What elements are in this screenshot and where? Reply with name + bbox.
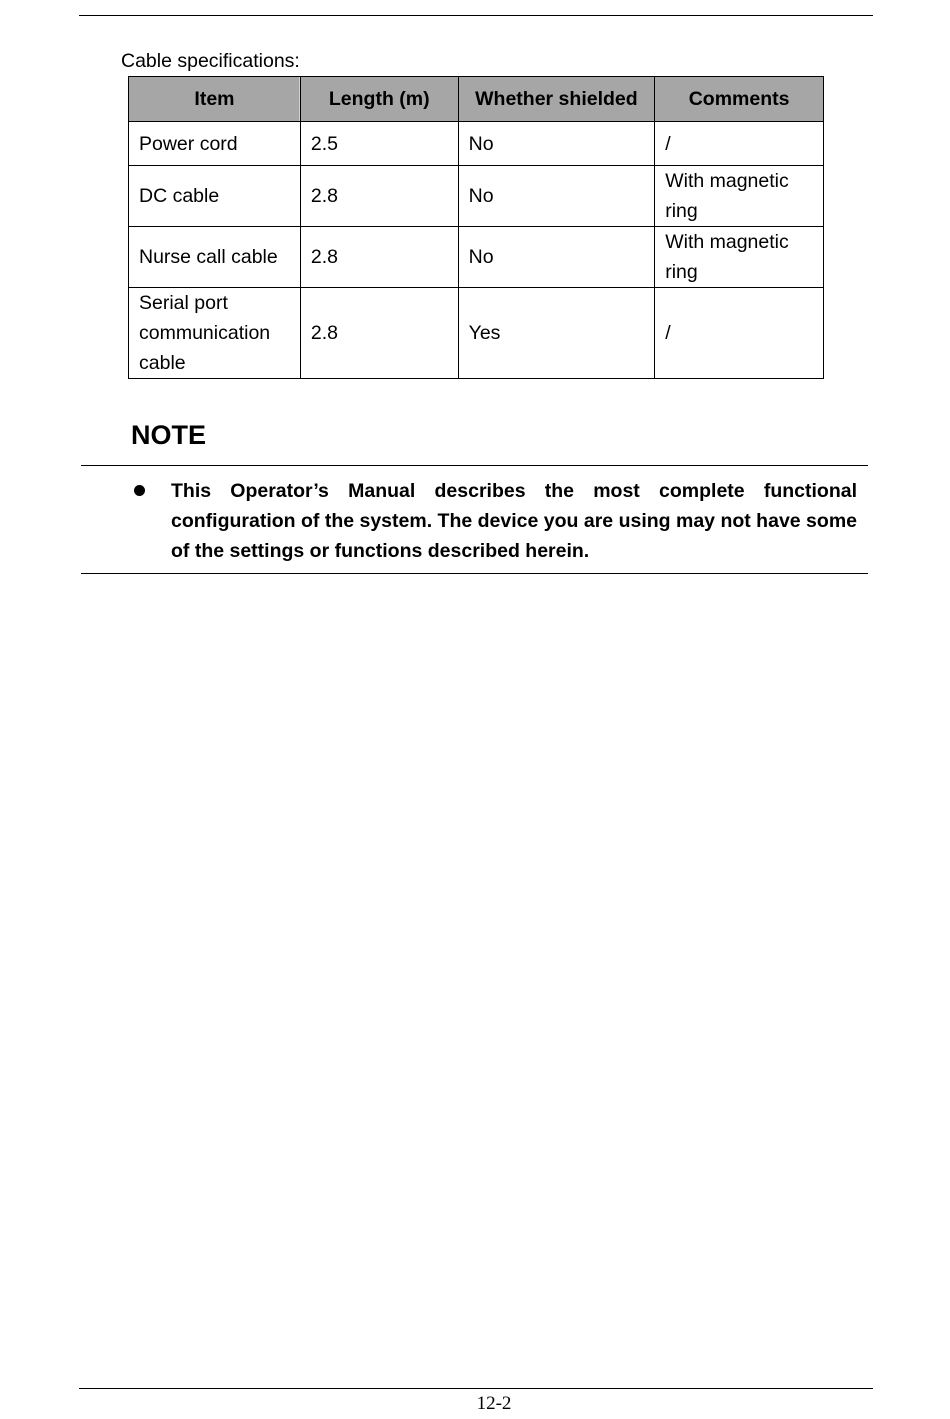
cell-shielded: No	[458, 122, 655, 166]
column-header-shielded: Whether shielded	[458, 77, 655, 122]
cell-comments: With magnetic ring	[655, 166, 824, 227]
column-header-item: Item	[129, 77, 301, 122]
cell-shielded: No	[458, 166, 655, 227]
cell-length: 2.8	[300, 288, 458, 379]
note-divider-bottom	[81, 573, 868, 574]
note-title: NOTE	[131, 420, 207, 450]
bullet-icon	[134, 485, 145, 496]
cell-item: Nurse call cable	[129, 227, 301, 288]
cell-comments: /	[655, 288, 824, 379]
cell-item: DC cable	[129, 166, 301, 227]
cell-comments: /	[655, 122, 824, 166]
cell-length: 2.8	[300, 227, 458, 288]
cell-comments: With magnetic ring	[655, 227, 824, 288]
table-row	[129, 288, 824, 379]
table-header-row	[129, 77, 824, 122]
note-divider-top	[81, 465, 868, 466]
cell-length: 2.8	[300, 166, 458, 227]
cable-spec-table	[128, 76, 824, 379]
header-rule	[79, 15, 873, 16]
note-text: This Operator’s Manual describes the most complete functional configuration of the system. The device you are using may not have some of the settings or functions described herein.	[171, 480, 857, 562]
cell-item: Serial port communication cable	[129, 288, 301, 379]
column-header-comments: Comments	[655, 77, 824, 122]
section-label: Cable specifications:	[121, 50, 300, 72]
table-row	[129, 227, 824, 288]
cell-item: Power cord	[129, 122, 301, 166]
table-row	[129, 122, 824, 166]
cell-shielded: Yes	[458, 288, 655, 379]
column-header-length: Length (m)	[300, 77, 458, 122]
footer-rule	[79, 1388, 873, 1389]
table-row	[129, 166, 824, 227]
cell-shielded: No	[458, 227, 655, 288]
page-number: 12-2	[476, 1393, 512, 1414]
cell-length: 2.5	[300, 122, 458, 166]
